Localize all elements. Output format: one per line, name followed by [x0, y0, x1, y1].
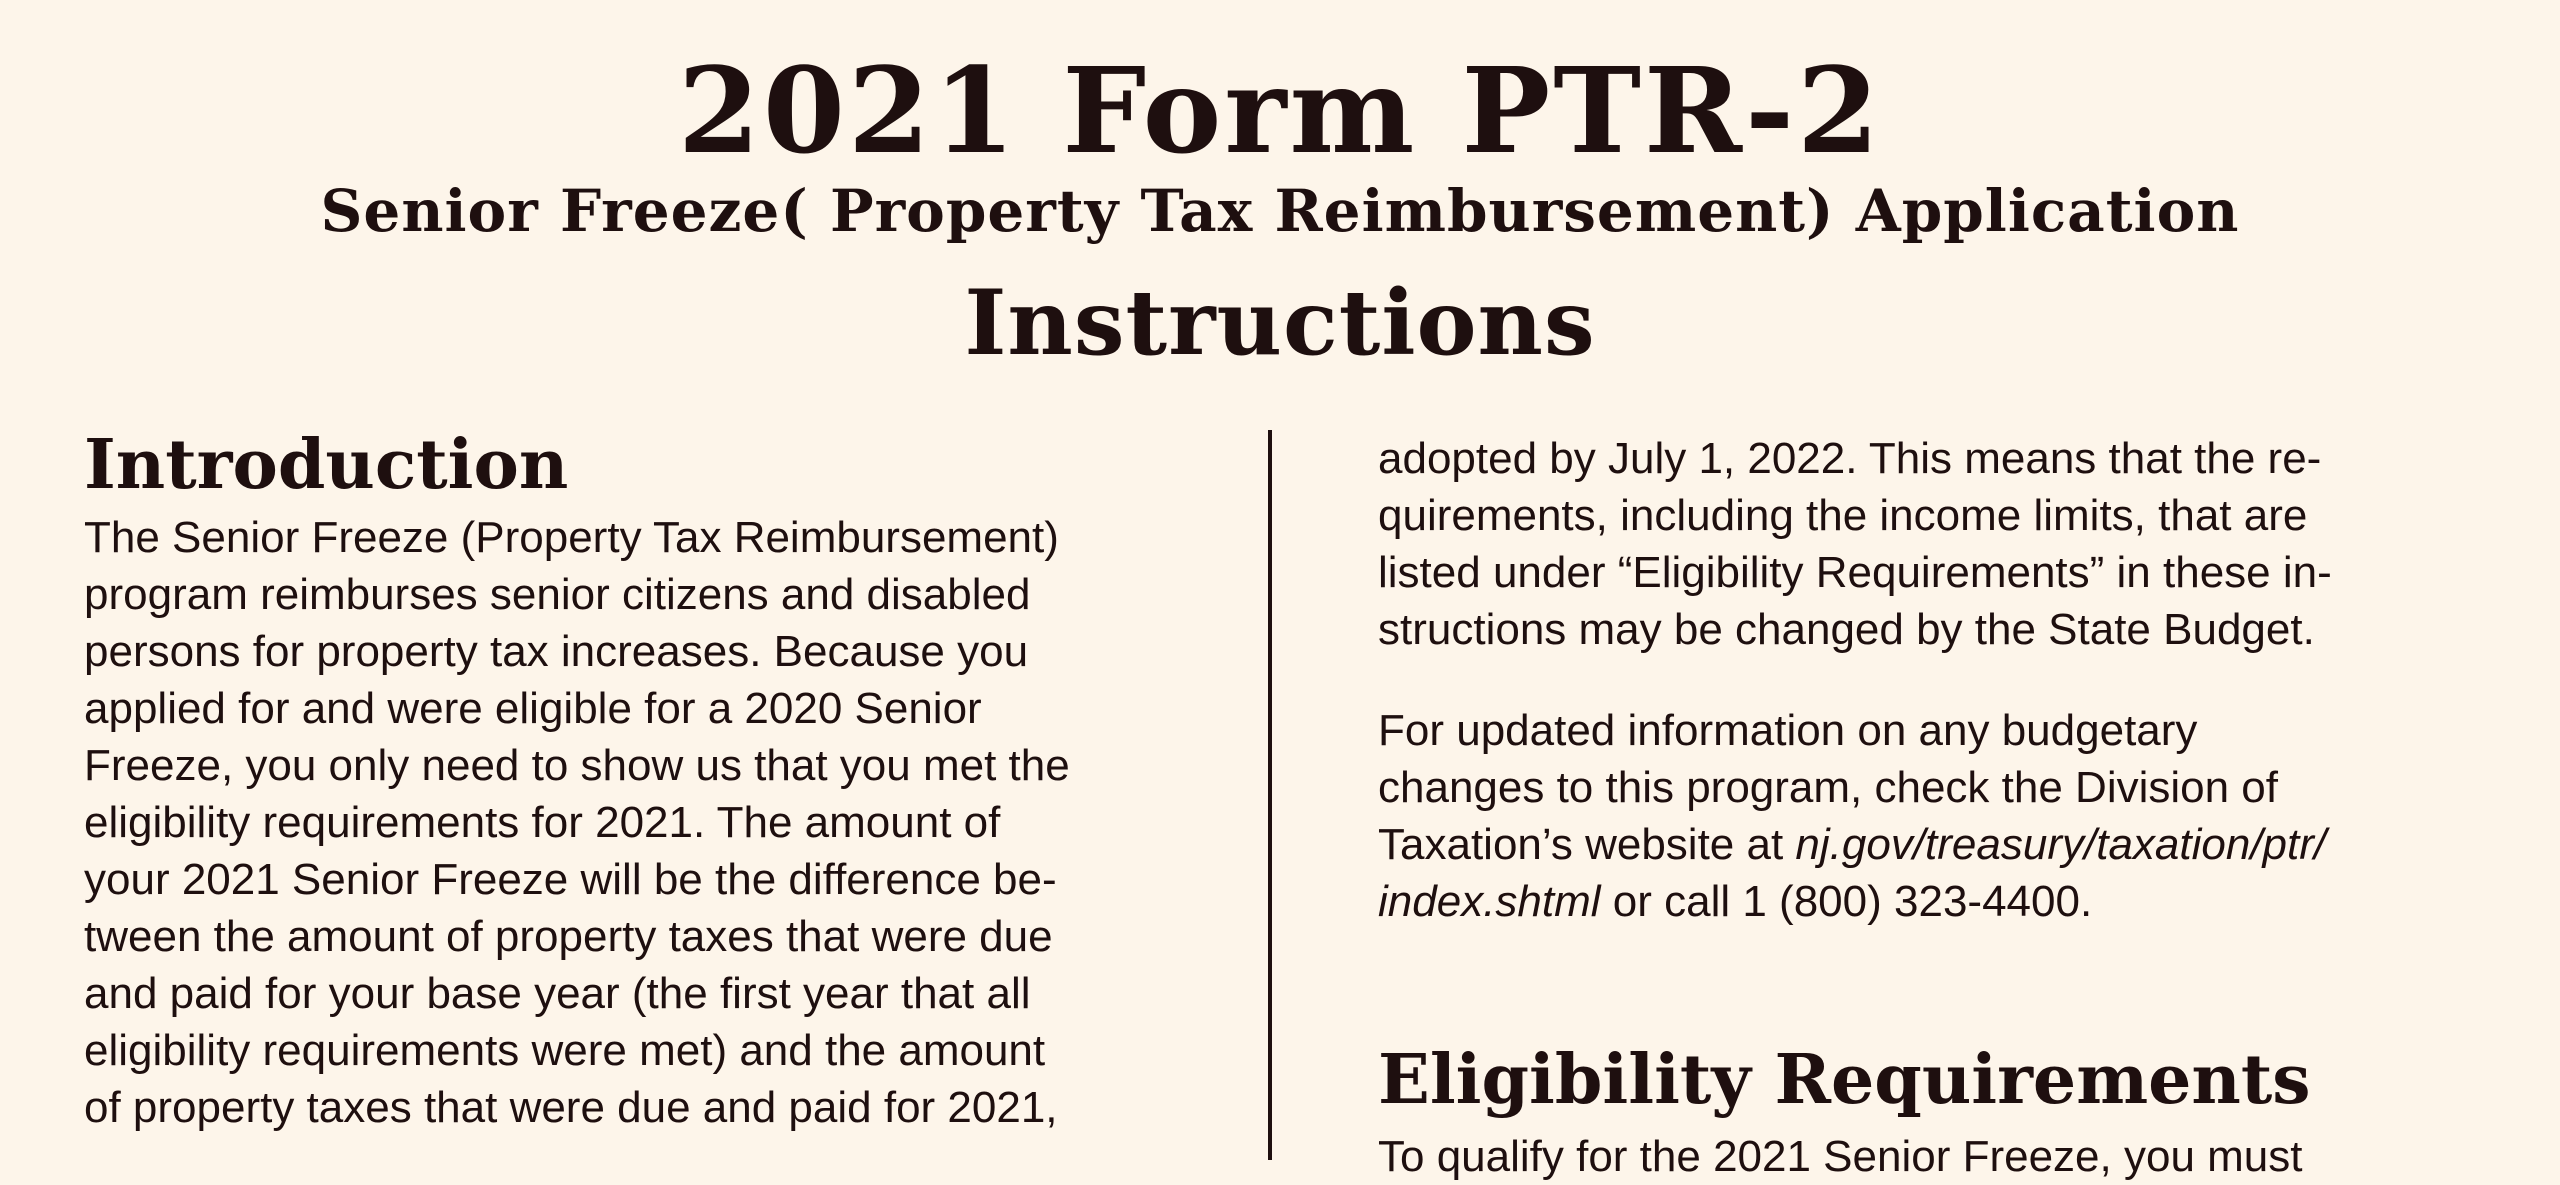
right-column: [1378, 430, 2332, 1185]
left-column: [84, 425, 1070, 1136]
eligibility-heading: Eligibility Requirements: [1378, 1040, 2311, 1120]
text-line: The Senior Freeze (Property Tax Reimbursement): [84, 513, 1059, 562]
website-link[interactable]: nj.gov/treasury/taxation/ptr/: [1795, 820, 2327, 869]
text-line: and paid for your base year (the first year that all: [84, 969, 1031, 1018]
introduction-paragraph: [84, 509, 1070, 1136]
text-line: your 2021 Senior Freeze will be the difference be-: [84, 855, 1057, 904]
text-line: persons for property tax increases. Because you: [84, 627, 1029, 676]
text-line: quirements, including the income limits, that are: [1378, 491, 2308, 540]
text-line: applied for and were eligible for a 2020 Senior: [84, 684, 982, 733]
introduction-heading: Introduction: [84, 425, 569, 505]
column-divider: [1268, 430, 1272, 1160]
text-line: adopted by July 1, 2022. This means that the re-: [1378, 434, 2322, 483]
text-line: eligibility requirements were met) and the amount: [84, 1026, 1046, 1075]
text-line: Freeze, you only need to show us that you met the: [84, 741, 1070, 790]
text-segment: or call 1 (800) 323-4400.: [1600, 877, 2093, 926]
instructions-heading: Instructions: [964, 270, 1596, 376]
text-line: structions may be changed by the State Budget.: [1378, 605, 2315, 654]
text-line: eligibility requirements for 2021. The amount of: [84, 798, 1001, 847]
document-title: 2021 Form PTR-2: [677, 41, 1883, 180]
updates-paragraph: [1378, 702, 2332, 930]
text-line: program reimburses senior citizens and disabled: [84, 570, 1031, 619]
budget-paragraph: [1378, 430, 2332, 658]
text-line: listed under “Eligibility Requirements” in these in-: [1378, 548, 2332, 597]
text-line: [1378, 873, 2332, 930]
document-subtitle: Senior Freeze( Property Tax Reimbursement) Application: [320, 177, 2240, 245]
text-segment: Taxation’s website at: [1378, 820, 1796, 869]
text-line: of property taxes that were due and paid for 2021,: [84, 1083, 1058, 1132]
eligibility-paragraph: [1378, 1128, 2332, 1185]
text-line: changes to this program, check the Division of: [1378, 763, 2279, 812]
website-link-continued[interactable]: index.shtml: [1378, 877, 1601, 926]
text-line: To qualify for the 2021 Senior Freeze, you must: [1378, 1132, 2303, 1181]
text-line: [1378, 816, 2332, 873]
text-line: tween the amount of property taxes that were due: [84, 912, 1053, 961]
text-line: For updated information on any budgetary: [1378, 706, 2198, 755]
